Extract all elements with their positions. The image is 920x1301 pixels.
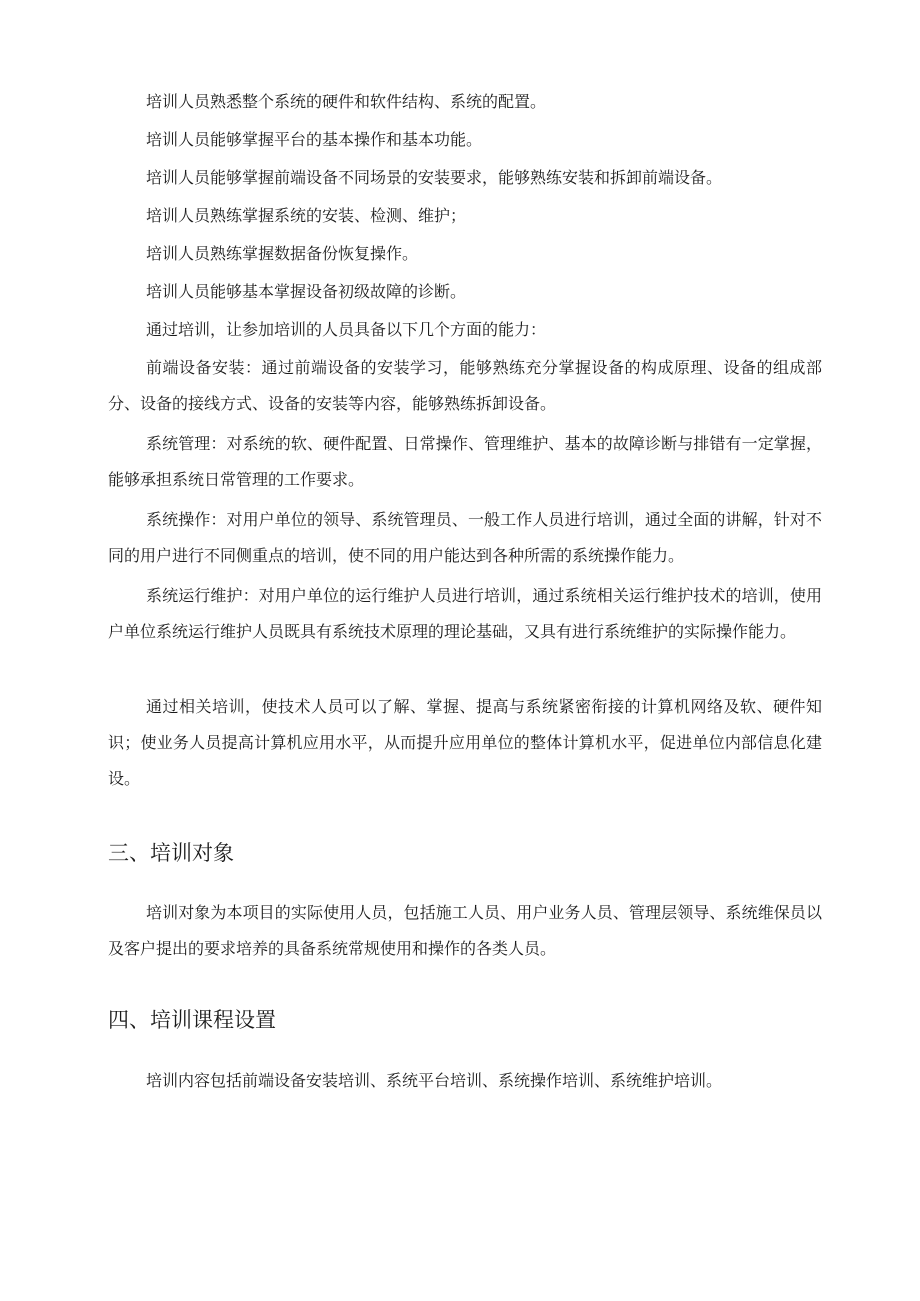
section-4-body: 培训内容包括前端设备安装培训、系统平台培训、系统操作培训、系统维护培训。	[146, 1071, 723, 1090]
paragraph-system-operation: 系统操作：对用户单位的领导、系统管理员、一般工作人员进行培训，通过全面的讲解，针对不同的用户进行不同侧重点的培训，使不同的用户能达到各种所需的系统操作能力。	[108, 510, 822, 565]
section-3-heading: 三、培训对象	[108, 841, 234, 865]
paragraph-system-maintenance: 系统运行维护：对用户单位的运行维护人员进行培训，通过系统相关运行维护技术的培训，使用户单位系统运行维护人员既具有系统技术原理的理论基础，又具有进行系统维护的实际操作能力。	[108, 586, 822, 641]
paragraph-3: 培训人员能够掌握前端设备不同场景的安装要求，能够熟练安装和拆卸前端设备。	[146, 168, 723, 187]
section-3-body: 培训对象为本项目的实际使用人员，包括施工人员、用户业务人员、管理层领导、系统维保员以及客户提出的要求培养的具备系统常规使用和操作的各类人员。	[108, 903, 822, 958]
paragraph-system-management: 系统管理：对系统的软、硬件配置、日常操作、管理维护、基本的故障诊断与排错有一定掌握，能够承担系统日常管理的工作要求。	[108, 434, 822, 489]
paragraph-2: 培训人员能够掌握平台的基本操作和基本功能。	[146, 130, 483, 149]
paragraph-frontend-install: 前端设备安装：通过前端设备的安装学习，能够熟练充分掌握设备的构成原理、设备的组成部分、设备的接线方式、设备的安装等内容，能够熟练拆卸设备。	[108, 358, 822, 413]
paragraph-7: 通过培训，让参加培训的人员具备以下几个方面的能力：	[146, 320, 547, 339]
paragraph-4: 培训人员熟练掌握系统的安装、检测、维护；	[146, 206, 467, 225]
paragraph-5: 培训人员熟练掌握数据备份恢复操作。	[146, 244, 419, 263]
paragraph-6: 培训人员能够基本掌握设备初级故障的诊断。	[146, 282, 467, 301]
section-4-heading: 四、培训课程设置	[108, 1008, 276, 1032]
paragraph-1: 培训人员熟悉整个系统的硬件和软件结构、系统的配置。	[146, 92, 547, 111]
paragraph-related-training: 通过相关培训，使技术人员可以了解、掌握、提高与系统紧密衔接的计算机网络及软、硬件知识；使业务人员提高计算机应用水平，从而提升应用单位的整体计算机水平，促进单位内部信息化建设。	[108, 697, 822, 788]
